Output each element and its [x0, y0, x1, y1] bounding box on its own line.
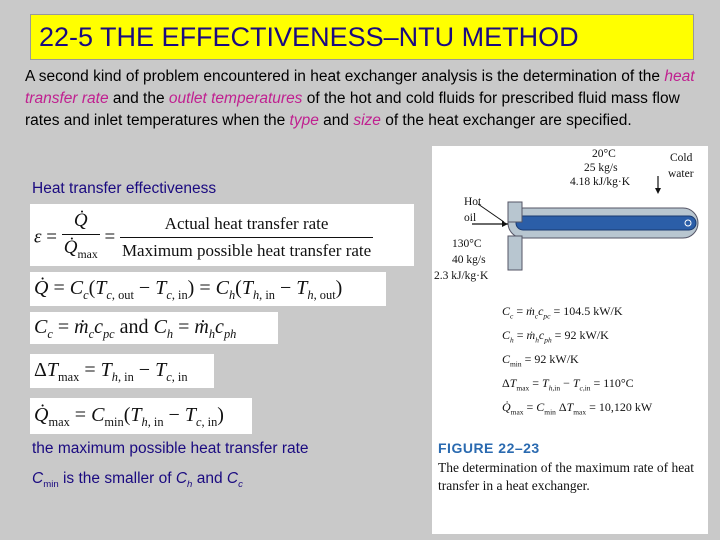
- cold-cp: 4.18 kJ/kg·K: [570, 176, 631, 188]
- dtmax-equation: $\Delta T_{max} = T_{h,in} - T_{c,in} = 110^\circ C$: [502, 376, 634, 393]
- hot-inlet-temp: 130°C: [452, 238, 482, 250]
- cc-equation: $C_c$ = $ṁ_cc_{pc} = 104.5$ kW/K: [502, 304, 623, 321]
- effectiveness-label: Heat transfer effectiveness: [32, 180, 217, 197]
- hot-label-2: oil: [464, 212, 477, 224]
- max-rate-text: Maximum possible heat transfer rate: [121, 241, 372, 261]
- qmax-equation: $Q̇_{max} = C_{min}$ $\Delta T_{max} = 10,120$ kW: [502, 400, 653, 417]
- max-rate-caption: the maximum possible heat transfer rate: [32, 440, 309, 457]
- intro-text: and the: [108, 90, 169, 107]
- capacity-rate-equation: $C_c$ = $ṁ_cc_{pc}$ and $C_h$ = $ṁ_hc_{ph}$: [30, 312, 278, 344]
- title-banner: [30, 14, 694, 60]
- hot-mass-flow: 40 kg/s: [452, 254, 486, 266]
- heat-exchanger-diagram: [432, 146, 708, 306]
- heat-exchanger-figure: [432, 146, 708, 534]
- hot-label: Hot: [464, 196, 482, 208]
- intro-emphasis-size: size: [353, 112, 381, 129]
- q-max-equation: $Q̇_{max} = C_{min}(T_{h, in} - T_{c, in})$: [30, 398, 252, 434]
- cmin-caption: $C_{min}$ is the smaller of $C_h$ and $C_c$: [32, 470, 243, 491]
- delta-t-max-equation: $\Delta T_{max} = T_{h, in} - T_{c, in}$: [30, 354, 214, 388]
- ch-equation: $C_h$ = $ṁ_hc_{ph} = 92$ kW/K: [502, 328, 609, 345]
- cmin-equation: $C_{min} = 92$ kW/K: [502, 352, 579, 369]
- hot-cp: 2.3 kJ/kg·K: [434, 270, 489, 282]
- cold-mass-flow: 25 kg/s: [584, 162, 618, 174]
- cold-inlet-temp: 20°C: [592, 148, 616, 160]
- heat-balance-equation: Q̇ = $C_c(T_{c, out} - T_{c, in}) = C_h(T_{h, in} - T_{h, out})$: [30, 272, 386, 306]
- page-title: 22-5 THE EFFECTIVENESS–NTU METHOD: [39, 22, 579, 52]
- effectiveness-equation: ε = $\frac{Q̇}{Q̇_{max}}$ = $\frac{\text{Actual heat transfer rate}}{\text{Maximum possible heat transfer rate}}$: [30, 204, 414, 266]
- cold-label: Cold: [670, 152, 693, 164]
- figure-caption-title: FIGURE 22–23: [438, 440, 540, 456]
- intro-text: of the heat exchanger are specified.: [380, 112, 632, 129]
- cold-label-2: water: [668, 168, 694, 180]
- intro-emphasis-type: type: [289, 112, 319, 129]
- intro-text: of the hot and cold fluids for prescribed fluid mass flow rates and inlet temperatures when the: [25, 90, 680, 129]
- intro-paragraph: [25, 66, 715, 132]
- intro-text: and: [318, 112, 354, 129]
- intro-emphasis-heat-transfer-rate: heat transfer rate: [25, 68, 695, 107]
- figure-caption-text: The determination of the maximum rate of heat transfer in a heat exchanger.: [438, 460, 695, 493]
- actual-rate-text: Actual heat transfer rate: [120, 211, 373, 238]
- intro-emphasis-outlet-temperatures: outlet temperatures: [168, 90, 303, 107]
- intro-text: A second kind of problem encountered in heat exchanger analysis is the determination of the: [25, 68, 665, 85]
